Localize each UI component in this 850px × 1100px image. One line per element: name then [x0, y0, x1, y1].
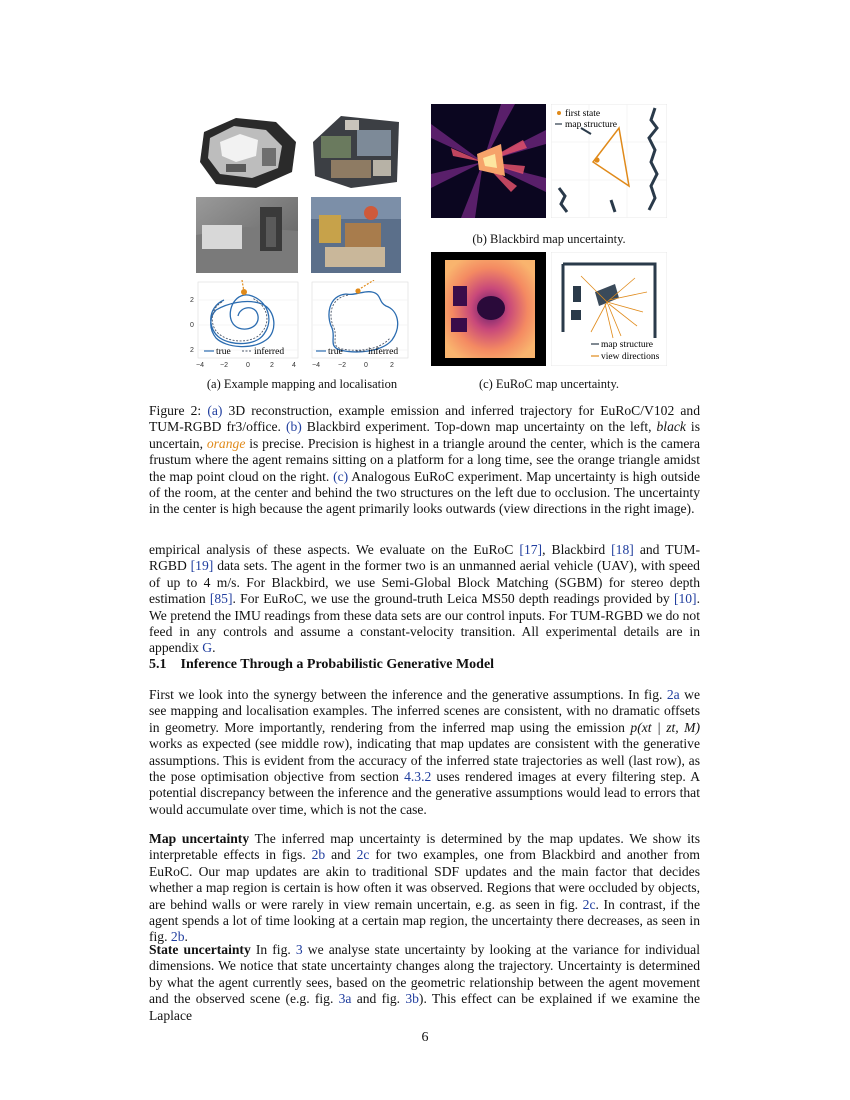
- paragraph-text: In fig.: [250, 942, 296, 957]
- legend-first-state-label: first state: [565, 109, 601, 119]
- paragraph-heading: Map uncertainty: [149, 831, 250, 846]
- x-tick-label: 4: [292, 362, 296, 369]
- caption-text: is uncertain,: [149, 419, 701, 451]
- emission-formula: p(xt | zt, M): [630, 719, 700, 735]
- euroc-uncertainty-heatmap: [431, 252, 546, 366]
- fig-ref-2a[interactable]: 2a: [666, 687, 680, 702]
- citation-19[interactable]: [19]: [190, 558, 214, 574]
- paragraph-text: First we look into the synergy between the inference and the generative assumptions. In fig.: [149, 687, 667, 702]
- reconstruction-euroc-image: [196, 112, 298, 190]
- fig-ref-a[interactable]: (a): [207, 403, 223, 418]
- paragraph-text: .: [212, 640, 216, 656]
- paragraph-text: . We pretend the IMU readings from these data sets are our control inputs. For TUM-RGBD we do not feed in any controls and assume a constant-velocity transition. All experimental details are in appendix: [149, 591, 700, 656]
- appendix-ref-g[interactable]: G: [202, 640, 213, 656]
- panel-c-caption: (c) EuRoC map uncertainty.: [478, 377, 620, 391]
- fig-ref-2c[interactable]: 2c: [356, 847, 370, 863]
- figure-label: Figure 2:: [149, 403, 202, 418]
- paragraph-text: data sets. The agent in the former two is an unmanned aerial vehicle (UAV), with speed of up to 4 m/s. For Blackbird, we use Semi-Global Block Matching (SGBM) for stereo depth estimation: [149, 558, 700, 607]
- fig-ref-3b[interactable]: 3b: [405, 991, 419, 1007]
- paragraph-text: we see mapping and localisation examples. The inferred scenes are consistent, with no dramatic offsets in geometry. More importantly, rendering from the inferred map using the emission: [149, 687, 700, 735]
- x-tick-label: −2: [220, 362, 228, 369]
- legend-map-structure-label: map structure: [601, 340, 653, 350]
- legend-view-directions-label: view directions: [601, 352, 660, 362]
- caption-black-word: black: [656, 419, 686, 435]
- y-tick-label: 0: [190, 322, 194, 329]
- caption-text: is precise. Precision is highest in a triangle around the center, which is the camera frustum where the agent remains sitting on a platform for a long time, see the orange triangle amidst the map point cloud on the right.: [149, 435, 700, 484]
- legend-map-structure-label: map structure: [565, 120, 617, 130]
- euroc-map-structure-plot: [551, 252, 667, 366]
- figure-caption: [149, 403, 700, 518]
- paragraph-state-uncertainty: [149, 942, 700, 1024]
- paragraph-synergy: [149, 687, 700, 818]
- emission-tum-image: [311, 197, 401, 273]
- citation-17[interactable]: [17]: [519, 542, 543, 557]
- paragraph-text: The inferred map uncertainty is determined by the map updates. We show its interpretable effects in figs.: [149, 831, 701, 863]
- citation-10[interactable]: [10]: [673, 591, 697, 607]
- x-tick-label: 0: [364, 362, 368, 369]
- x-tick-label: 0: [246, 362, 250, 369]
- fig-ref-3a[interactable]: 3a: [338, 991, 352, 1007]
- legend-inferred-label: inferred: [368, 347, 399, 357]
- page-number: 6: [421, 1030, 429, 1045]
- caption-text: Analogous EuRoC experiment. Map uncertainty is high outside of the room, at the center and behind the two structures on the left due to occlusion. The uncertainty in the center is high because the agent primarily looks outwards (view directions in the right image).: [149, 468, 700, 517]
- panel-b-caption: (b) Blackbird map uncertainty.: [472, 232, 626, 246]
- citation-18[interactable]: [18]: [611, 542, 634, 557]
- paragraph-text: ). This effect can be explained if we examine the Laplace: [149, 991, 700, 1023]
- paragraph-text: , Blackbird: [542, 542, 612, 557]
- paragraph-text: and TUM-RGBD: [149, 542, 700, 574]
- blackbird-map-structure-plot: [551, 104, 667, 218]
- x-tick-label: 2: [390, 362, 394, 369]
- y-tick-label: 2: [190, 297, 194, 304]
- paragraph-text: . In contrast, if the agent spends a lot of time looking at a certain map region, the uncertainty there decreases, as seen in fig.: [149, 896, 700, 945]
- trajectory-plot-euroc: [186, 280, 302, 370]
- emission-euroc-image: [196, 197, 298, 273]
- caption-orange-word: orange: [206, 435, 246, 451]
- fig-ref-b[interactable]: (b): [285, 419, 302, 435]
- paragraph-heading: State uncertainty: [149, 942, 251, 957]
- x-tick-label: −2: [338, 362, 346, 369]
- paragraph-text: for two examples, one from Blackbird and another from EuRoC. Our map updates are akin to traditional SDF updates and the main factor that decides whether a map region is certain is how often it was observed. Regions that were occluded by objects, are behind walls or were rarely in view remain uncertain, e.g. as seen in fig.: [149, 847, 700, 912]
- fig-ref-2b[interactable]: 2b: [170, 929, 185, 945]
- paragraph-map-uncertainty: [149, 831, 700, 946]
- caption-text: 3D reconstruction, example emission and inferred trajectory for EuRoC/V102 and TUM-RGBD fr3/office.: [149, 403, 700, 435]
- fig-ref-3[interactable]: 3: [295, 942, 303, 957]
- blackbird-uncertainty-heatmap: [431, 104, 546, 218]
- paragraph-text: . For EuRoC, we use the ground-truth Leica MS50 depth readings provided by: [232, 591, 674, 607]
- x-tick-label: −4: [312, 362, 320, 369]
- panel-a-caption: (a) Example mapping and localisation: [206, 377, 398, 391]
- section-number: 5.1: [149, 657, 167, 672]
- paragraph-text: we analyse state uncertainty by looking at the variance for individual dimensions. We notice that state uncertainty changes along the trajectory. Uncertainty is determined by what the agent currently sees, based on the geometric relationship between the agent movement and the observed scene (e.g. fig.: [149, 942, 700, 1007]
- section-ref-432[interactable]: 4.3.2: [404, 769, 432, 785]
- paragraph-text: uses rendered images at every filtering step. A potential discrepancy between the inference and the generative assumptions would lead to errors that would accumulate over time, which is not the case.: [149, 769, 701, 817]
- x-tick-label: 2: [270, 362, 274, 369]
- paragraph-text: and fig.: [351, 991, 406, 1007]
- fig-ref-c[interactable]: (c): [333, 468, 349, 484]
- citation-85[interactable]: [85]: [209, 591, 233, 607]
- y-tick-label: 2: [190, 347, 194, 354]
- legend-inferred-label: inferred: [254, 347, 285, 357]
- paragraph-text: .: [184, 929, 188, 945]
- fig-ref-2c[interactable]: 2c: [582, 896, 596, 912]
- legend-true-label: true: [328, 347, 343, 357]
- fig-ref-2b[interactable]: 2b: [311, 847, 326, 863]
- legend-true-label: true: [216, 347, 231, 357]
- paragraph-text: works as expected (see middle row), indicating that map updates are consistent with the generative assumptions. This is evident from the accuracy of the inferred state trajectories as well (last row), as the pose optimisation objective from section: [149, 736, 700, 785]
- paragraph-datasets: [149, 542, 700, 657]
- caption-text: Blackbird experiment. Top-down map uncertainty on the left,: [301, 419, 657, 435]
- x-tick-label: −4: [196, 362, 204, 369]
- section-title: Inference Through a Probabilistic Generative Model: [180, 657, 495, 672]
- paragraph-text: empirical analysis of these aspects. We evaluate on the EuRoC: [149, 542, 520, 557]
- paragraph-text: and: [325, 847, 357, 863]
- section-heading: [149, 657, 494, 673]
- trajectory-plot-tum: [306, 280, 416, 370]
- reconstruction-tum-image: [311, 112, 401, 190]
